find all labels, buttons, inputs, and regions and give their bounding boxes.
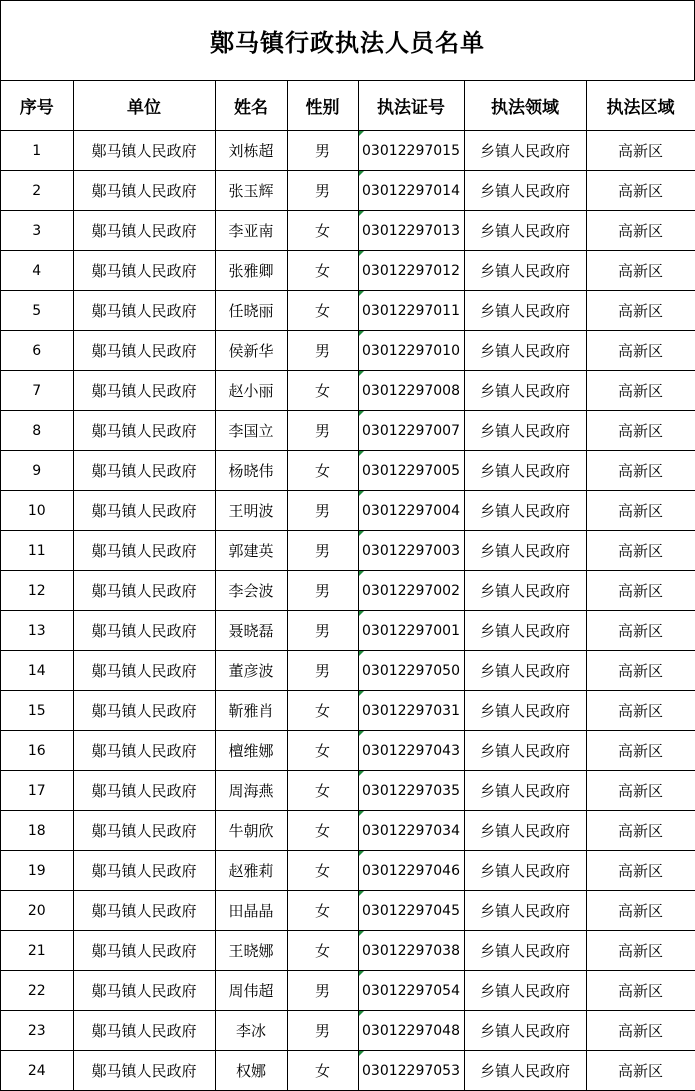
cell-field: 乡镇人民政府 <box>464 171 586 211</box>
cell-certificate: 03012297043 <box>358 731 464 771</box>
cell-unit: 鄚马镇人民政府 <box>73 451 215 491</box>
cell-area: 高新区 <box>586 611 695 651</box>
cell-gender: 女 <box>287 451 358 491</box>
cell-area: 高新区 <box>586 171 695 211</box>
cell-unit: 鄚马镇人民政府 <box>73 651 215 691</box>
table-row <box>1 171 695 211</box>
cell-gender: 男 <box>287 411 358 451</box>
cell-certificate: 03012297014 <box>358 171 464 211</box>
cell-gender: 男 <box>287 971 358 1011</box>
cell-certificate: 03012297007 <box>358 411 464 451</box>
cell-field: 乡镇人民政府 <box>464 131 586 171</box>
cell-index: 6 <box>1 331 73 371</box>
cell-index: 16 <box>1 731 73 771</box>
cell-certificate: 03012297010 <box>358 331 464 371</box>
cell-gender: 女 <box>287 251 358 291</box>
cell-index: 3 <box>1 211 73 251</box>
column-header-field: 执法领域 <box>464 81 586 131</box>
cell-index: 15 <box>1 691 73 731</box>
cell-area: 高新区 <box>586 651 695 691</box>
table-row <box>1 251 695 291</box>
cell-unit: 鄚马镇人民政府 <box>73 891 215 931</box>
cell-gender: 男 <box>287 131 358 171</box>
cell-index: 18 <box>1 811 73 851</box>
cell-name: 张玉辉 <box>215 171 287 211</box>
cell-index: 5 <box>1 291 73 331</box>
cell-name: 赵雅莉 <box>215 851 287 891</box>
cell-unit: 鄚马镇人民政府 <box>73 1051 215 1091</box>
cell-certificate: 03012297003 <box>358 531 464 571</box>
cell-field: 乡镇人民政府 <box>464 571 586 611</box>
cell-unit: 鄚马镇人民政府 <box>73 811 215 851</box>
table-row <box>1 211 695 251</box>
table-row <box>1 451 695 491</box>
cell-area: 高新区 <box>586 251 695 291</box>
cell-index: 12 <box>1 571 73 611</box>
cell-unit: 鄚马镇人民政府 <box>73 931 215 971</box>
cell-unit: 鄚马镇人民政府 <box>73 851 215 891</box>
cell-name: 郭建英 <box>215 531 287 571</box>
cell-gender: 女 <box>287 851 358 891</box>
cell-certificate: 03012297008 <box>358 371 464 411</box>
cell-field: 乡镇人民政府 <box>464 651 586 691</box>
table-row <box>1 851 695 891</box>
table-row <box>1 291 695 331</box>
cell-name: 张雅卿 <box>215 251 287 291</box>
cell-name: 周伟超 <box>215 971 287 1011</box>
cell-area: 高新区 <box>586 211 695 251</box>
cell-certificate: 03012297004 <box>358 491 464 531</box>
cell-name: 王晓娜 <box>215 931 287 971</box>
cell-index: 19 <box>1 851 73 891</box>
cell-unit: 鄚马镇人民政府 <box>73 491 215 531</box>
cell-unit: 鄚马镇人民政府 <box>73 531 215 571</box>
cell-name: 李会波 <box>215 571 287 611</box>
table-row <box>1 731 695 771</box>
cell-index: 8 <box>1 411 73 451</box>
cell-index: 10 <box>1 491 73 531</box>
cell-field: 乡镇人民政府 <box>464 811 586 851</box>
cell-unit: 鄚马镇人民政府 <box>73 691 215 731</box>
cell-index: 2 <box>1 171 73 211</box>
cell-area: 高新区 <box>586 571 695 611</box>
cell-area: 高新区 <box>586 931 695 971</box>
cell-field: 乡镇人民政府 <box>464 291 586 331</box>
cell-index: 21 <box>1 931 73 971</box>
cell-certificate: 03012297013 <box>358 211 464 251</box>
header-row <box>1 81 695 131</box>
cell-certificate: 03012297015 <box>358 131 464 171</box>
cell-name: 刘栋超 <box>215 131 287 171</box>
cell-index: 9 <box>1 451 73 491</box>
cell-name: 聂晓磊 <box>215 611 287 651</box>
table-row <box>1 371 695 411</box>
cell-gender: 男 <box>287 1011 358 1051</box>
column-header-unit: 单位 <box>73 81 215 131</box>
cell-area: 高新区 <box>586 1051 695 1091</box>
cell-field: 乡镇人民政府 <box>464 931 586 971</box>
column-header-index: 序号 <box>1 81 73 131</box>
cell-area: 高新区 <box>586 411 695 451</box>
table-body <box>1 131 695 1091</box>
cell-name: 赵小丽 <box>215 371 287 411</box>
cell-field: 乡镇人民政府 <box>464 451 586 491</box>
cell-name: 董彦波 <box>215 651 287 691</box>
cell-certificate: 03012297011 <box>358 291 464 331</box>
table-row <box>1 651 695 691</box>
cell-index: 7 <box>1 371 73 411</box>
column-header-area: 执法区域 <box>586 81 695 131</box>
cell-area: 高新区 <box>586 731 695 771</box>
cell-index: 22 <box>1 971 73 1011</box>
cell-unit: 鄚马镇人民政府 <box>73 411 215 451</box>
cell-unit: 鄚马镇人民政府 <box>73 131 215 171</box>
table-row <box>1 971 695 1011</box>
cell-gender: 女 <box>287 211 358 251</box>
cell-unit: 鄚马镇人民政府 <box>73 771 215 811</box>
cell-gender: 女 <box>287 1051 358 1091</box>
cell-unit: 鄚马镇人民政府 <box>73 211 215 251</box>
table-row <box>1 1051 695 1091</box>
cell-certificate: 03012297012 <box>358 251 464 291</box>
cell-certificate: 03012297001 <box>358 611 464 651</box>
cell-name: 权娜 <box>215 1051 287 1091</box>
cell-unit: 鄚马镇人民政府 <box>73 251 215 291</box>
cell-certificate: 03012297045 <box>358 891 464 931</box>
table-row <box>1 571 695 611</box>
cell-name: 杨晓伟 <box>215 451 287 491</box>
cell-gender: 女 <box>287 291 358 331</box>
document-title: 鄚马镇行政执法人员名单 <box>1 1 695 81</box>
cell-gender: 女 <box>287 691 358 731</box>
cell-name: 任晓丽 <box>215 291 287 331</box>
cell-certificate: 03012297048 <box>358 1011 464 1051</box>
cell-index: 14 <box>1 651 73 691</box>
cell-field: 乡镇人民政府 <box>464 1011 586 1051</box>
cell-area: 高新区 <box>586 891 695 931</box>
cell-field: 乡镇人民政府 <box>464 731 586 771</box>
cell-name: 檀维娜 <box>215 731 287 771</box>
cell-field: 乡镇人民政府 <box>464 211 586 251</box>
cell-field: 乡镇人民政府 <box>464 251 586 291</box>
cell-gender: 女 <box>287 811 358 851</box>
table-row <box>1 331 695 371</box>
table-row <box>1 531 695 571</box>
cell-name: 李冰 <box>215 1011 287 1051</box>
cell-field: 乡镇人民政府 <box>464 611 586 651</box>
table-row <box>1 131 695 171</box>
table-row <box>1 1011 695 1051</box>
table-row <box>1 611 695 651</box>
cell-index: 17 <box>1 771 73 811</box>
cell-area: 高新区 <box>586 331 695 371</box>
cell-index: 1 <box>1 131 73 171</box>
cell-name: 周海燕 <box>215 771 287 811</box>
table-row <box>1 491 695 531</box>
cell-index: 24 <box>1 1051 73 1091</box>
cell-area: 高新区 <box>586 771 695 811</box>
cell-gender: 男 <box>287 331 358 371</box>
cell-certificate: 03012297050 <box>358 651 464 691</box>
cell-certificate: 03012297038 <box>358 931 464 971</box>
cell-unit: 鄚马镇人民政府 <box>73 171 215 211</box>
column-header-gender: 性别 <box>287 81 358 131</box>
cell-area: 高新区 <box>586 131 695 171</box>
cell-area: 高新区 <box>586 691 695 731</box>
table-row <box>1 771 695 811</box>
cell-unit: 鄚马镇人民政府 <box>73 371 215 411</box>
cell-area: 高新区 <box>586 1011 695 1051</box>
cell-gender: 男 <box>287 491 358 531</box>
cell-name: 李国立 <box>215 411 287 451</box>
cell-field: 乡镇人民政府 <box>464 851 586 891</box>
cell-gender: 男 <box>287 171 358 211</box>
cell-unit: 鄚马镇人民政府 <box>73 571 215 611</box>
cell-name: 牛朝欣 <box>215 811 287 851</box>
cell-unit: 鄚马镇人民政府 <box>73 971 215 1011</box>
cell-unit: 鄚马镇人民政府 <box>73 731 215 771</box>
cell-index: 20 <box>1 891 73 931</box>
table-row <box>1 691 695 731</box>
table-row <box>1 931 695 971</box>
cell-unit: 鄚马镇人民政府 <box>73 331 215 371</box>
cell-area: 高新区 <box>586 451 695 491</box>
cell-gender: 男 <box>287 611 358 651</box>
cell-gender: 男 <box>287 571 358 611</box>
cell-name: 李亚南 <box>215 211 287 251</box>
cell-field: 乡镇人民政府 <box>464 891 586 931</box>
cell-name: 靳雅肖 <box>215 691 287 731</box>
cell-area: 高新区 <box>586 291 695 331</box>
cell-name: 侯新华 <box>215 331 287 371</box>
cell-certificate: 03012297034 <box>358 811 464 851</box>
cell-name: 田晶晶 <box>215 891 287 931</box>
cell-name: 王明波 <box>215 491 287 531</box>
cell-field: 乡镇人民政府 <box>464 531 586 571</box>
personnel-table <box>1 81 695 1091</box>
cell-index: 11 <box>1 531 73 571</box>
cell-field: 乡镇人民政府 <box>464 971 586 1011</box>
table-row <box>1 891 695 931</box>
cell-area: 高新区 <box>586 371 695 411</box>
column-header-certificate: 执法证号 <box>358 81 464 131</box>
cell-gender: 女 <box>287 731 358 771</box>
cell-field: 乡镇人民政府 <box>464 371 586 411</box>
cell-area: 高新区 <box>586 811 695 851</box>
cell-unit: 鄚马镇人民政府 <box>73 1011 215 1051</box>
cell-area: 高新区 <box>586 851 695 891</box>
cell-index: 4 <box>1 251 73 291</box>
cell-certificate: 03012297053 <box>358 1051 464 1091</box>
cell-area: 高新区 <box>586 491 695 531</box>
column-header-name: 姓名 <box>215 81 287 131</box>
cell-gender: 女 <box>287 891 358 931</box>
cell-index: 13 <box>1 611 73 651</box>
cell-unit: 鄚马镇人民政府 <box>73 611 215 651</box>
cell-area: 高新区 <box>586 531 695 571</box>
cell-certificate: 03012297054 <box>358 971 464 1011</box>
cell-area: 高新区 <box>586 971 695 1011</box>
cell-certificate: 03012297035 <box>358 771 464 811</box>
cell-certificate: 03012297005 <box>358 451 464 491</box>
cell-field: 乡镇人民政府 <box>464 411 586 451</box>
table-row <box>1 811 695 851</box>
cell-field: 乡镇人民政府 <box>464 1051 586 1091</box>
cell-index: 23 <box>1 1011 73 1051</box>
cell-field: 乡镇人民政府 <box>464 331 586 371</box>
cell-unit: 鄚马镇人民政府 <box>73 291 215 331</box>
cell-field: 乡镇人民政府 <box>464 771 586 811</box>
table-row <box>1 411 695 451</box>
cell-certificate: 03012297002 <box>358 571 464 611</box>
cell-certificate: 03012297031 <box>358 691 464 731</box>
cell-gender: 女 <box>287 771 358 811</box>
cell-gender: 男 <box>287 531 358 571</box>
cell-gender: 女 <box>287 931 358 971</box>
cell-gender: 女 <box>287 371 358 411</box>
cell-certificate: 03012297046 <box>358 851 464 891</box>
cell-field: 乡镇人民政府 <box>464 491 586 531</box>
cell-field: 乡镇人民政府 <box>464 691 586 731</box>
cell-gender: 男 <box>287 651 358 691</box>
